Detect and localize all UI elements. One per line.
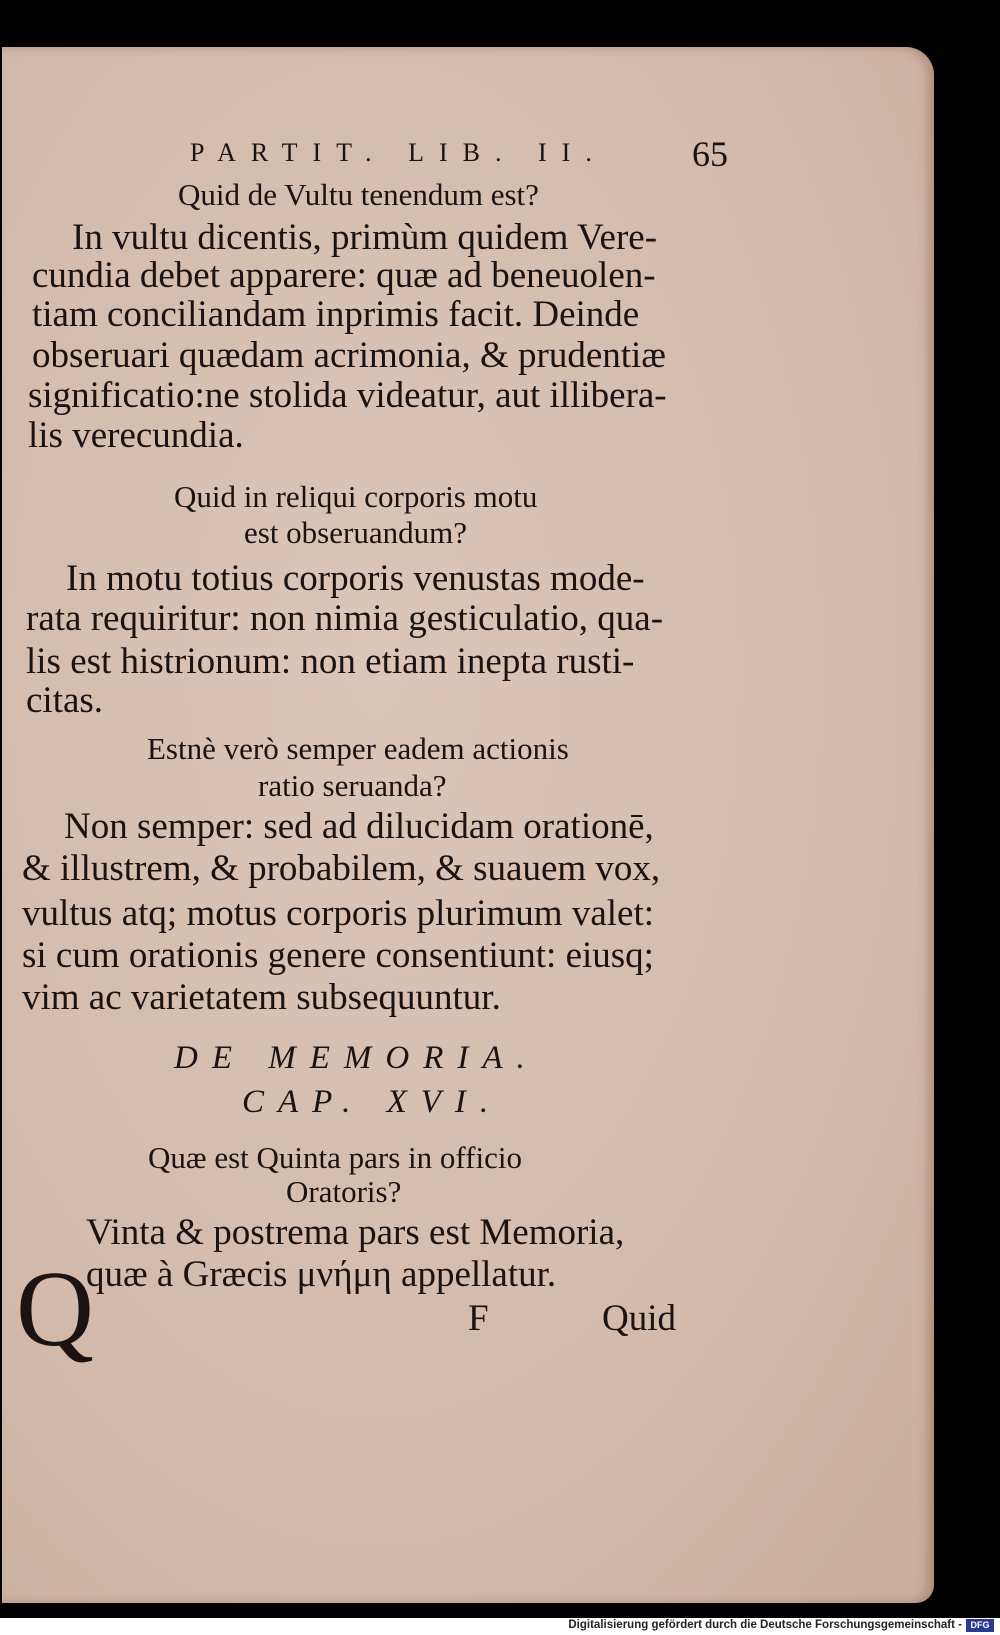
text-line: lis verecundia. <box>28 415 244 456</box>
question-heading: Quid in reliqui corporis motu <box>174 479 538 514</box>
signature-mark: F <box>468 1298 489 1339</box>
page-number: 65 <box>692 134 728 174</box>
text-line: Vinta & postrema pars est Memoria, <box>86 1212 625 1253</box>
text-line: citas. <box>26 680 104 721</box>
question-heading: Oratoris? <box>286 1174 402 1209</box>
text-line: In vultu dicentis, primùm quidem Vere- <box>72 217 658 258</box>
footer-credit: Digitalisierung gefördert durch die Deutsche Forschungsgemeinschaft - <box>568 1619 962 1631</box>
text-line: quæ à Græcis μνήμη appellatur. <box>86 1254 557 1295</box>
question-heading: Quid de Vultu tenendum est? <box>178 177 539 212</box>
book-page <box>2 47 934 1603</box>
question-heading: est obseruandum? <box>244 515 467 550</box>
text-line: cundia debet apparere: quæ ad beneuolen- <box>32 255 656 296</box>
chapter-title: DE MEMORIA. <box>174 1040 539 1076</box>
text-line: si cum orationis genere consentiunt: eiusq; <box>22 935 654 976</box>
text-line: tiam conciliandam inprimis facit. Deinde <box>32 294 640 335</box>
text-line: Non semper: sed ad dilucidam orationē, <box>64 806 654 847</box>
question-heading: Estnè verò semper eadem actionis <box>147 731 569 766</box>
text-line: lis est histrionum: non etiam inepta rusti- <box>26 641 635 682</box>
text-line: In motu totius corporis venustas mode- <box>66 558 645 599</box>
text-line: vultus atq; motus corporis plurimum valet: <box>22 893 655 934</box>
question-heading: Quæ est Quinta pars in officio <box>148 1140 522 1175</box>
text-line: vim ac varietatem subsequuntur. <box>22 977 501 1018</box>
digitization-footer <box>0 1618 1000 1635</box>
text-line: & illustrem, & probabilem, & suauem vox, <box>22 848 661 889</box>
drop-capital: Q <box>16 1250 94 1369</box>
text-line: rata requiritur: non nimia gesticulatio, qua- <box>26 598 664 639</box>
question-heading: ratio seruanda? <box>258 768 447 803</box>
text-line: obseruari quædam acrimonia, & prudentiæ <box>32 335 666 376</box>
text-line: significatio:ne stolida videatur, aut illibera- <box>28 375 667 416</box>
running-title: PARTIT. LIB. II. <box>190 138 607 167</box>
dfg-logo-icon: DFG <box>966 1619 994 1632</box>
catchword: Quid <box>602 1298 676 1339</box>
chapter-number: CAP. XVI. <box>242 1084 503 1120</box>
